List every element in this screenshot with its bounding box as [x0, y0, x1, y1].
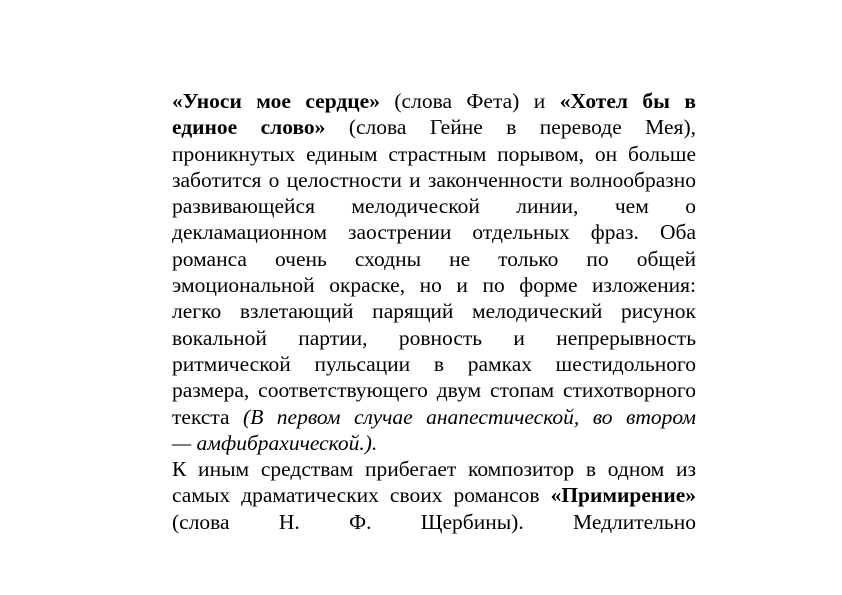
text-line: единое слово» (слова Гейне в переводе Мея), — [172, 115, 696, 140]
text-line: К иным средствам прибегает композитор в одном из — [172, 457, 696, 482]
text-line: легко взлетающий парящий мелодический рисунок — [172, 299, 696, 324]
text-line: размера, соответствующего двум стопам стихотворного — [172, 378, 696, 403]
body-text — [172, 88, 696, 535]
text-line: — амфибрахической.). — [172, 430, 378, 455]
text-line: (слова Н. Ф. Щербины). Медлительно — [172, 509, 696, 534]
text-line: развивающейся мелодической линии, чем о — [172, 194, 696, 219]
text-line: ритмической пульсации в рамках шестидольного — [172, 351, 696, 376]
text-line: проникнутых единым страстным порывом, он больше — [172, 141, 696, 166]
text-line: самых драматических своих романсов «Примирение» — [172, 483, 696, 508]
text-line: «Уноси мое сердце» (слова Фета) и «Хотел бы в — [172, 89, 696, 113]
text-line: заботится о целостности и законченности волнообразно — [172, 167, 696, 192]
text-line: вокальной партии, ровность и непрерывность — [172, 325, 696, 350]
text-line: текста (В первом случае анапестической, во втором — [172, 404, 697, 429]
text-line: эмоциональной окраске, но и по форме изложения: — [172, 273, 696, 298]
text-line: романса очень сходны не только по общей — [172, 246, 696, 271]
text-line: декламационном заострении отдельных фраз. Оба — [172, 220, 696, 245]
